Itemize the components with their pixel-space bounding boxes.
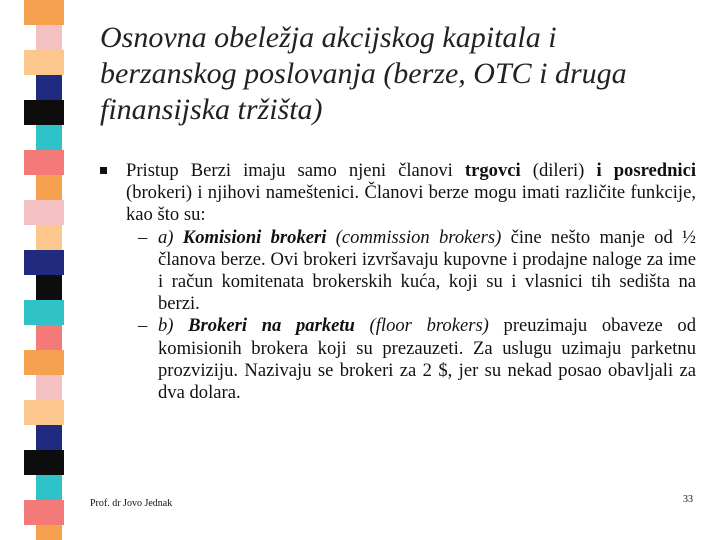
sub-item-term: Brokeri na parketu: [188, 315, 355, 337]
page-number: 33: [683, 494, 693, 505]
stripe-block: [24, 300, 64, 325]
stripe-block: [36, 275, 62, 300]
bullet-term-posrednici: i posrednici: [596, 160, 697, 181]
square-bullet-icon: [100, 167, 107, 174]
slide-body: [100, 160, 696, 404]
sub-item-text: čine nešto manje od ½ članova berze. Ovi brokeri izvršavaju kupovne i prodajne naloge za ime i račun komitenata brokerskih kuća, koji su i vlasnici tih sedišta na berzi.: [158, 226, 697, 315]
stripe-block: [36, 475, 62, 500]
stripe-block: [36, 175, 62, 200]
bullet-item: [100, 160, 696, 227]
stripe-block: [36, 125, 62, 150]
stripe-block: [24, 500, 64, 525]
stripe-block: [24, 0, 64, 25]
stripe-block: [36, 75, 62, 100]
stripe-block: [36, 525, 62, 540]
stripe-block: [24, 200, 64, 225]
sub-item-term: Komisioni brokeri: [182, 226, 327, 248]
stripe-block: [24, 400, 64, 425]
stripe-block: [36, 425, 62, 450]
stripe-block: [36, 25, 62, 50]
slide-title: Osnovna obeležja akcijskog kapitala i berzanskog poslovanja (berze, OTC i druga finansijska tržišta): [100, 21, 627, 126]
stripe-block: [24, 150, 64, 175]
stripe-block: [24, 450, 64, 475]
dash-marker: –: [138, 315, 148, 337]
stripe-block: [24, 250, 64, 275]
sub-item-floor-brokers: [100, 315, 696, 404]
bullet-text-2: (dileri): [520, 160, 597, 181]
bullet-text-1: Pristup Berzi imaju samo njeni članovi: [126, 160, 465, 181]
footer-author: Prof. dr Jovo Jednak: [90, 498, 173, 509]
bullet-term-trgovci: trgovci: [464, 160, 521, 181]
stripe-block: [36, 375, 62, 400]
sub-item-english: (floor brokers): [354, 315, 489, 337]
dash-marker: –: [138, 226, 148, 248]
sub-item-label: b): [158, 315, 189, 337]
stripe-block: [24, 100, 64, 125]
decorative-color-stripe: [0, 0, 65, 540]
sub-item-text: preuzimaju obaveze od komisionih brokera koji su prezauzeti. Za uslugu uzimaju parketnu prozviziju. Nazivaju se brokeri za 2 $, jer su nekad posao obavljali za dva dolara.: [158, 315, 696, 404]
sub-item-label: a): [158, 226, 183, 248]
sub-item-commission-brokers: [100, 227, 696, 316]
stripe-block: [36, 325, 62, 350]
sub-item-english: (commission brokers): [326, 226, 502, 248]
bullet-text-3: (brokeri) i njihovi nameštenici. Članovi berze mogu imati različite funkcije, kao što su:: [126, 182, 696, 226]
stripe-block: [36, 225, 62, 250]
stripe-block: [24, 50, 64, 75]
stripe-block: [24, 350, 64, 375]
